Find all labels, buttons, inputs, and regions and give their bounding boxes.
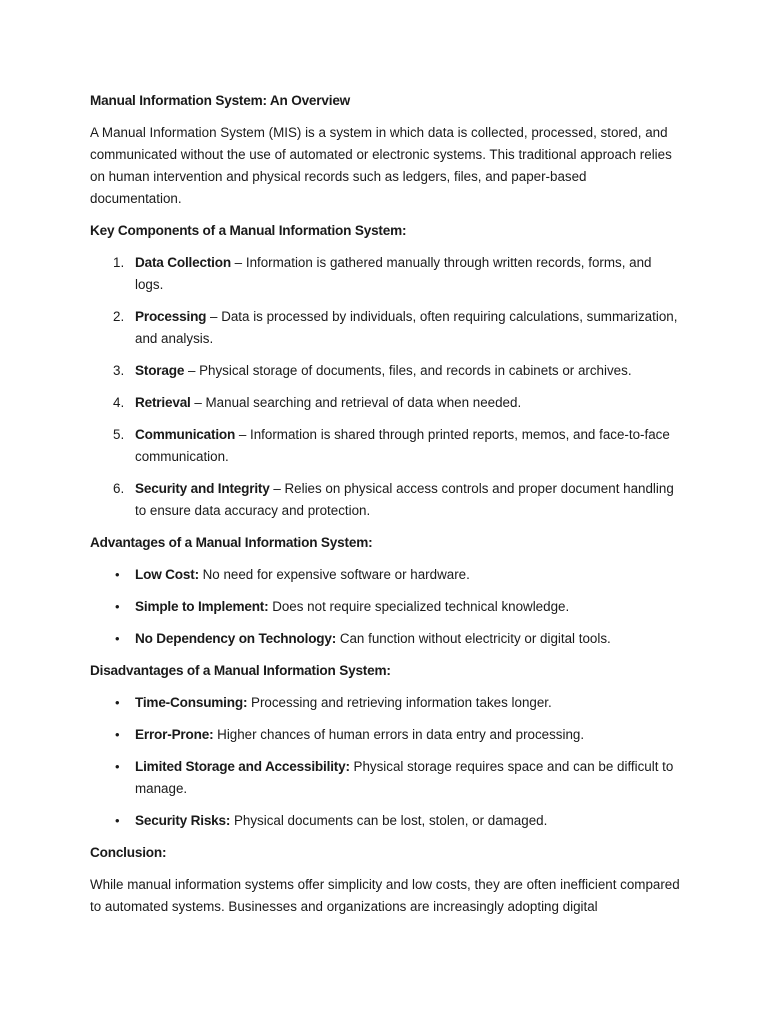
list-item <box>90 756 680 800</box>
conclusion-paragraph: While manual information systems offer simplicity and low costs, they are often inefficient compared to automated systems. Businesses and organizations are increasingly adopting digital <box>90 877 680 914</box>
components-heading: Key Components of a Manual Information System: <box>90 223 407 238</box>
item-term: Limited Storage and Accessibility: <box>135 759 350 774</box>
item-text: Relies on physical access controls and proper document handling to ensure data accuracy and protection. <box>135 481 674 518</box>
list-number: 3. <box>113 363 125 378</box>
components-list <box>90 252 680 522</box>
list-item <box>90 252 680 296</box>
list-number: 5. <box>113 427 125 442</box>
item-text: Manual searching and retrieval of data when needed. <box>205 395 522 410</box>
list-number: 1. <box>113 255 125 270</box>
list-item <box>90 692 680 714</box>
advantages-heading: Advantages of a Manual Information System: <box>90 535 373 550</box>
item-term: Storage <box>135 363 185 378</box>
list-number: 4. <box>113 395 125 410</box>
item-term: No Dependency on Technology: <box>135 631 337 646</box>
list-item <box>90 564 680 586</box>
document-title: Manual Information System: An Overview <box>90 93 351 108</box>
bullet-icon: • <box>115 813 120 828</box>
item-term: Security Risks: <box>135 813 231 828</box>
bullet-icon: • <box>115 599 120 614</box>
disadvantages-list <box>90 692 680 832</box>
item-term: Communication <box>135 427 236 442</box>
list-item <box>90 724 680 746</box>
bullet-icon: • <box>115 567 120 582</box>
list-item <box>90 306 680 350</box>
document-page <box>90 90 680 928</box>
item-separator: – <box>206 309 222 324</box>
list-item <box>90 810 680 832</box>
list-item <box>90 596 680 618</box>
item-text: Information is gathered manually through written records, forms, and logs. <box>135 255 652 292</box>
item-separator: – <box>190 395 206 410</box>
item-term: Low Cost: <box>135 567 199 582</box>
list-item <box>90 360 680 382</box>
bullet-icon: • <box>115 631 120 646</box>
item-text: Processing and retrieving information takes longer. <box>247 695 552 710</box>
item-term: Data Collection <box>135 255 231 270</box>
list-item <box>90 478 680 522</box>
list-item <box>90 628 680 650</box>
item-text: No need for expensive software or hardware. <box>198 567 470 582</box>
bullet-icon: • <box>115 695 120 710</box>
advantages-list <box>90 564 680 650</box>
item-text: Data is processed by individuals, often requiring calculations, summarization, and analysis. <box>135 309 678 346</box>
list-number: 6. <box>113 481 125 496</box>
item-text: Information is shared through printed reports, memos, and face-to-face communication. <box>135 427 670 464</box>
item-text: Physical documents can be lost, stolen, or damaged. <box>230 813 548 828</box>
item-text: Higher chances of human errors in data entry and processing. <box>213 727 585 742</box>
item-separator: – <box>184 363 200 378</box>
item-term: Simple to Implement: <box>135 599 269 614</box>
item-text: Does not require specialized technical knowledge. <box>268 599 570 614</box>
disadvantages-heading: Disadvantages of a Manual Information System: <box>90 663 391 678</box>
item-separator: – <box>269 481 285 496</box>
item-term: Error-Prone: <box>135 727 214 742</box>
item-term: Processing <box>135 309 207 324</box>
item-term: Time-Consuming: <box>135 695 248 710</box>
item-separator: – <box>230 255 246 270</box>
item-text: Physical storage requires space and can be difficult to manage. <box>135 759 674 796</box>
intro-paragraph: A Manual Information System (MIS) is a system in which data is collected, processed, stored, and communicated without the use of automated or electronic systems. This traditional approach relies on human intervention and physical records such as ledgers, files, and paper-based documentation. <box>90 125 672 206</box>
list-number: 2. <box>113 309 125 324</box>
item-separator: – <box>235 427 251 442</box>
conclusion-heading: Conclusion: <box>90 845 167 860</box>
item-text: Physical storage of documents, files, and records in cabinets or archives. <box>199 363 632 378</box>
bullet-icon: • <box>115 759 120 774</box>
list-item <box>90 424 680 468</box>
item-term: Security and Integrity <box>135 481 270 496</box>
item-text: Can function without electricity or digital tools. <box>336 631 611 646</box>
list-item <box>90 392 680 414</box>
item-term: Retrieval <box>135 395 191 410</box>
bullet-icon: • <box>115 727 120 742</box>
